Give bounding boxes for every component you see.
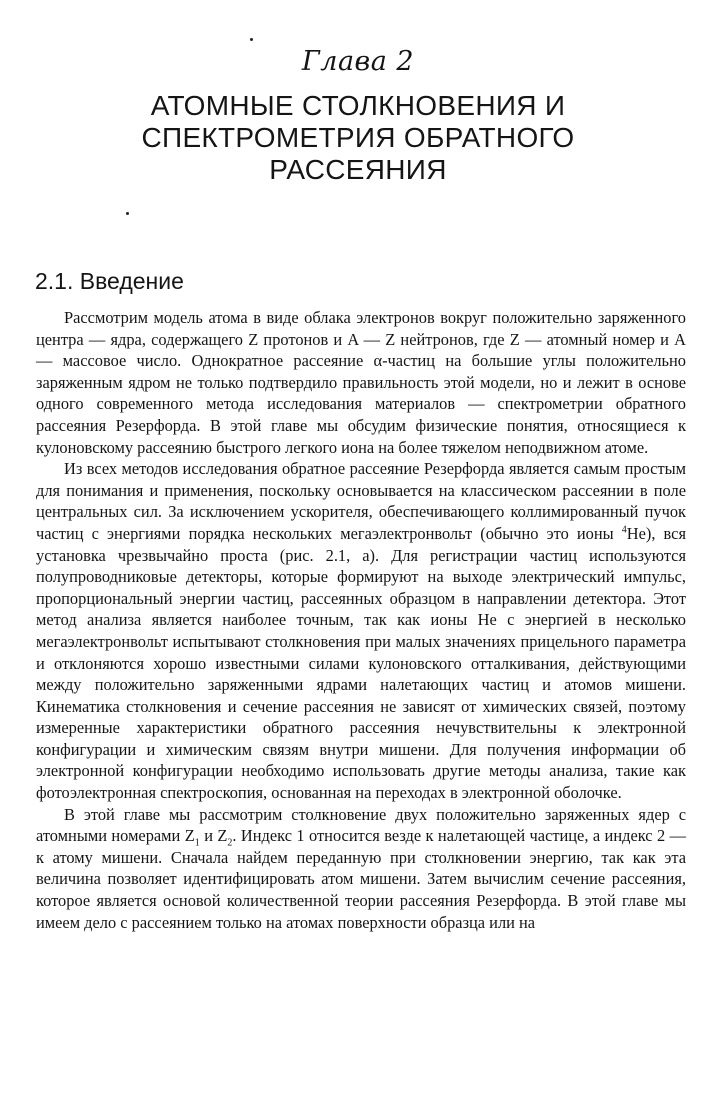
chapter-title (60, 90, 656, 186)
chapter-label: Глава 2 (301, 46, 415, 77)
section-heading: 2.1. Введение (35, 268, 184, 294)
chapter-title-line: РАССЕЯНИЯ (269, 154, 447, 185)
paragraph-2 (36, 458, 686, 804)
body-text (36, 307, 686, 933)
chapter-title-line: АТОМНЫЕ СТОЛКНОВЕНИЯ И (150, 90, 566, 121)
paragraph-3-text: В этой главе мы рассмотрим столкновение двух положительно заряженных ядер с атомными номерами Z (36, 804, 686, 846)
chapter-title-line: СПЕКТРОМЕТРИЯ ОБРАТНОГО (141, 122, 575, 153)
subscript-1: 1 (194, 837, 200, 849)
paragraph-2-text: Из всех методов исследования обратное рассеяние Резерфорда является самым простым для понимания и применения, поскольку основывается на классическом рассеянии в поле центральных сил. За исключением ускорителя, обеспечивающего коллимированный пучок частиц с энергиями порядка нескольких мегаэлектронвольт (обычно это ионы (36, 459, 686, 543)
print-speck (250, 38, 253, 41)
paragraph-1: Рассмотрим модель атома в виде облака электронов вокруг положительно заряженного центра — ядра, содержащего Z протонов и A — Z нейтронов, где Z — атомный номер и A — массовое число. Однократное рассеяние α-частиц на большие углы положительно заряженным ядром не только подтвердило правильность этой модели, но и лежит в основе одного современного метода исследования материалов — спектрометрии обратного рассеяния Резерфорда. В этой главе мы обсудим физические понятия, относящиеся к кулоновскому рассеянию быстрого легкого иона на более тяжелом неподвижном атоме. (36, 308, 686, 457)
print-speck (126, 212, 129, 215)
paragraph-3 (36, 804, 686, 934)
subscript-2: 2 (227, 837, 233, 849)
paragraph-3-text: и Z (199, 826, 228, 846)
paragraph-3-text: . Индекс 1 относится везде к налетающей частице, а индекс 2 — к атому мишени. Сначала найдем переданную при столкновении энергию, так как эта величина позволяет идентифицировать атом мишени. Затем вычислим сечение рассеяния, которое является основой количественной теории рассеяния Резерфорда. В этой главе мы имеем дело с рассеянием только на атомах поверхности образца или на (36, 826, 686, 932)
paragraph-2-text: He), вся установка чрезвычайно проста (рис. 2.1, а). Для регистрации частиц используются полупроводниковые детекторы, которые формируют на выходе электрический импульс, пропорциональный энергии частиц, рассеянных образцом в направлении детектора. Этот метод анализа является наиболее точным, так как ионы He с энергией в несколько мегаэлектронвольт испытывают столкновения при малых значениях прицельного параметра и отклоняются хорошо известными силами кулоновского отталкивания, действующими между положительно заряженными ядрами налетающих частиц и атомов мишени. Кинематика столкновения и сечение рассеяния не зависят от химических связей, поэтому измеренные характеристики обратного рассеяния нечувствительны к электронной конфигурации и химическим связям внутри мишени. Для получения информации об электронной конфигурации необходимо использовать другие методы анализа, такие как фотоэлектронная спектроскопия, основанная на переходах в электронной оболочке. (36, 523, 686, 803)
isotope-superscript: 4 (621, 524, 627, 536)
